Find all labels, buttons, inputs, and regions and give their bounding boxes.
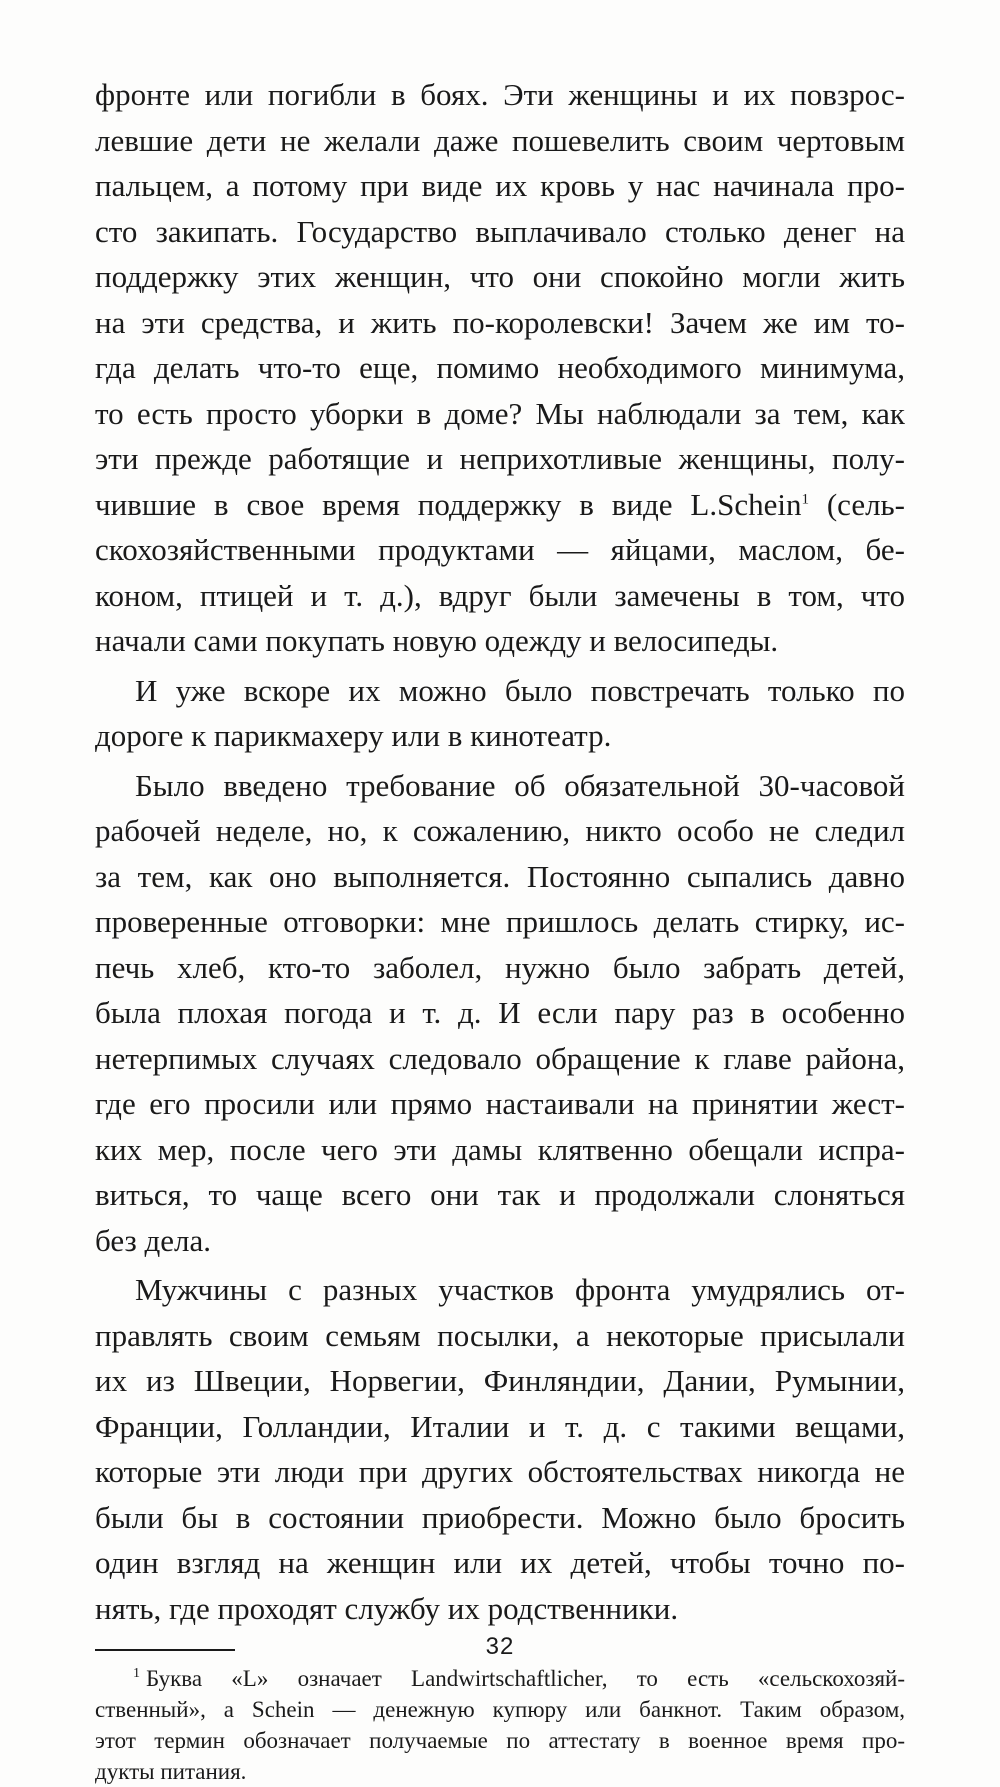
text-line: скохозяйственными продуктами — яйцами, маслом, бе- <box>95 532 905 567</box>
text-segment: (сель- <box>808 486 906 522</box>
footnote-text: Буква «L» означает Landwirtschaftlicher, то есть «сельскохозяй- <box>146 1666 905 1691</box>
text-line: Мужчины с разных участков фронта умудрялись от- <box>135 1272 905 1307</box>
text-line: пальцем, а потому при виде их кровь у нас начинала про- <box>95 168 905 203</box>
text-line: где его просили или прямо настаивали на принятии жест- <box>95 1086 905 1121</box>
footnote-line <box>95 1663 905 1694</box>
paragraph <box>95 72 905 664</box>
page-number: 32 <box>485 1633 515 1660</box>
paragraph <box>95 763 905 1264</box>
text-line: Франции, Голландии, Италии и т. д. с такими вещами, <box>95 1408 905 1444</box>
text-line: рабочей неделе, но, к сожалению, никто особо не следил <box>95 813 905 848</box>
text-line: ких мер, после чего эти дамы клятвенно обещали испра- <box>95 1131 905 1167</box>
text-line: эти прежде работящие и неприхотливые женщины, полу- <box>95 441 905 476</box>
text-line: коном, птицей и т. д.), вдруг были замечены в том, что <box>95 577 905 613</box>
text-line: фронте или погибли в боях. Эти женщины и их повзрос- <box>95 77 905 112</box>
text-line: виться, то чаще всего они так и продолжали слоняться <box>95 1177 905 1212</box>
text-line: была плохая погода и т. д. И если пару раз в особенно <box>95 995 905 1030</box>
text-line: то есть просто уборки в доме? Мы наблюдали за тем, как <box>95 395 905 431</box>
text-line: нять, где проходят службу их родственники. <box>95 1590 679 1626</box>
footnote-line: этот термин обозначает получаемые по аттестату в военное время про- <box>95 1728 905 1753</box>
footnote-line: дукты питания. <box>95 1759 247 1784</box>
text-line: без дела. <box>95 1222 212 1258</box>
paragraph <box>95 1267 905 1631</box>
text-line: были бы в состоянии приобрести. Можно было бросить <box>95 1499 905 1535</box>
footnote-mark: 1 <box>133 1666 140 1682</box>
text-line: которые эти люди при других обстоятельствах никогда не <box>95 1454 905 1489</box>
main-text <box>95 72 905 1631</box>
text-line: печь хлеб, кто-то заболел, нужно было забрать детей, <box>95 949 905 985</box>
text-line: один взгляд на женщин или их детей, чтобы точно по- <box>95 1545 905 1580</box>
footnote-reference[interactable]: 1 <box>801 491 809 508</box>
footnote-line: ственный», а Schein — денежную купюру или банкнот. Таким образом, <box>95 1697 905 1722</box>
paragraph <box>95 668 905 759</box>
footnote <box>95 1663 905 1787</box>
text-segment: чившие в свое время поддержку в виде L.Schein <box>95 486 802 522</box>
text-line: нетерпимых случаях следовало обращение к главе района, <box>95 1040 905 1076</box>
text-line: их из Швеции, Норвегии, Финляндии, Дании, Румынии, <box>95 1363 905 1398</box>
text-line <box>95 482 905 528</box>
text-line: Было введено требование об обязательной 30-часовой <box>135 767 905 803</box>
text-line: дороге к парикмахеру или в кинотеатр. <box>95 718 612 753</box>
text-line: за тем, как оно выполняется. Постоянно сыпались давно <box>95 858 905 894</box>
text-line: И уже вскоре их можно было повстречать только по <box>135 672 905 708</box>
page-body <box>95 72 905 1787</box>
text-line: правлять своим семьям посылки, а некоторые присылали <box>95 1317 905 1353</box>
text-line: сто закипать. Государство выплачивало столько денег на <box>95 213 905 249</box>
text-line: левшие дети не желали даже пошевелить своим чертовым <box>95 122 905 158</box>
text-line: проверенные отговорки: мне пришлось делать стирку, ис- <box>95 904 905 939</box>
text-line: на эти средства, и жить по-королевски! Зачем же им то- <box>95 304 905 340</box>
text-line: поддержку этих женщин, что они спокойно могли жить <box>95 259 905 294</box>
text-line: начали сами покупать новую одежду и велосипеды. <box>95 623 779 658</box>
text-line: гда делать что-то еще, помимо необходимого минимума, <box>95 350 905 385</box>
